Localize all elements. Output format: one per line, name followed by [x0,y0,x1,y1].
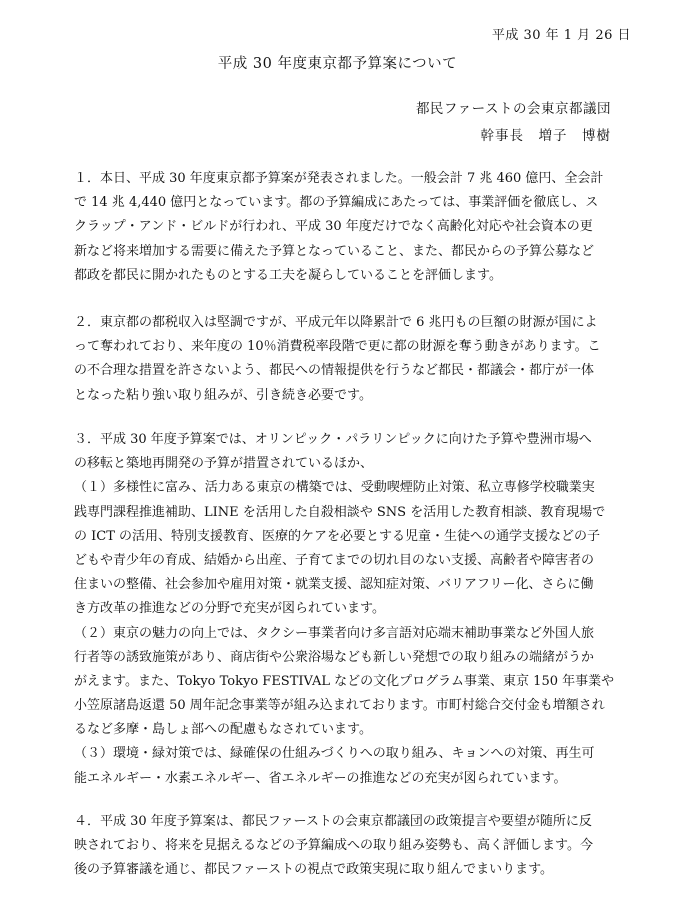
organization-name: 都民ファーストの会東京都議団 [415,101,611,117]
paragraph-line: （２）東京の魅力の向上では、タクシー事業者向け多言語対応端末補助事業など外国人旅 [74,625,595,641]
signatory: 幹事長 増子 博樹 [480,128,611,144]
paragraph-line: ３．平成 30 年度予算案では、オリンピック・パラリンピックに向けた予算や豊洲市場へ [74,432,592,447]
paragraph-line: の ICT の活用、特別支援教育、医療的ケアを必要とする児童・生徒への通学支援などの子 [74,528,601,544]
paragraph-line: 映されており、将来を見据えるなどの予算編成への取り組み姿勢も、高く評価します。今 [74,838,593,854]
paragraph-line: の不合理な措置を許さないよう、都民への情報提供を行うなど都民・都議会・都庁が一体 [74,363,595,379]
paragraph-line: って奪われており、来年度の 10％消費税率段階で更に都の財源を奪う動きがあります。こ [74,339,601,355]
paragraph-line: どもや青少年の育成、結婚から出産、子育てまでの切れ目のない支援、高齢者や障害者の [74,552,595,568]
paragraph-line: クラップ・アンド・ビルドが行われ、平成 30 年度だけでなく高齢化対応や社会資本の更 [74,219,593,235]
paragraph-2 [74,311,634,408]
paragraph-line: 新など将来増加する需要に備えた予算となっていること、また、都民からの予算公募など [74,243,595,259]
paragraph-line: ４．平成 30 年度予算案は、都民ファーストの会東京都議団の政策提言や要望が随所に反 [74,814,592,829]
paragraph-line: 能エネルギー・水素エネルギー、省エネルギーの推進などの充実が図られています。 [74,770,567,786]
paragraph-line: 都政を都民に開かれたものとする工夫を凝らしていることを評価します。 [74,267,502,283]
paragraph-3 [74,428,634,791]
paragraph-line: き方改革の推進などの分野で充実が図られています。 [74,601,385,617]
document-title: 平成 30 年度東京都予算案について [217,56,458,72]
document-date: 平成 30 年 1 月 26 日 [491,28,631,43]
paragraph-line: がえます。また、Tokyo Tokyo FESTIVAL などの文化プログラム事業、東京 150 年事業や [74,673,615,689]
paragraph-line: ２．東京都の都税収入は堅調ですが、平成元年以降累計で 6 兆円もの巨額の財源が国によ [74,315,598,330]
paragraph-line: の移転と築地再開発の予算が措置されているほか、 [74,456,374,472]
paragraph-line: 践専門課程推進補助、LINE を活用した自殺相談や SNS を活用した教育相談、教育現場で [74,504,606,520]
paragraph-line: 行者等の誘致施策があり、商店街や公衆浴場なども新しい発想での取り組みの端緒がうか [74,649,595,665]
paragraph-line: 後の予算審議を通じ、都民ファーストの視点で政策実現に取り組んでまいります。 [74,862,554,878]
paragraph-line: （１）多様性に富み、活力ある東京の構築では、受動喫煙防止対策、私立専修学校職業実 [74,480,595,496]
paragraph-line: で 14 兆 4,440 億円となっています。都の予算編成にあたっては、事業評価を徹底し、ス [74,195,599,211]
paragraph-line: となった粘り強い取り組みが、引き続き必要です。 [74,387,372,403]
paragraph-line: るなど多摩・島しょ部への配慮もなされています。 [74,722,372,738]
paragraph-line: （３）環境・緑対策では、緑確保の仕組みづくりへの取り組み、キョンへの対策、再生可 [74,746,595,762]
paragraph-line: 住まいの整備、社会参加や雇用対策・就業支援、認知症対策、バリアフリー化、さらに働 [74,577,594,593]
paragraph-1 [74,167,634,288]
paragraph-line: １．本日、平成 30 年度東京都予算案が発表されました。一般会計 7 兆 460 億円、全会計 [74,171,604,186]
paragraph-line: 小笠原諸島返還 50 周年記念事業等が組み込まれております。市町村総合交付金も増額され [74,698,605,714]
paragraph-4 [74,810,634,883]
